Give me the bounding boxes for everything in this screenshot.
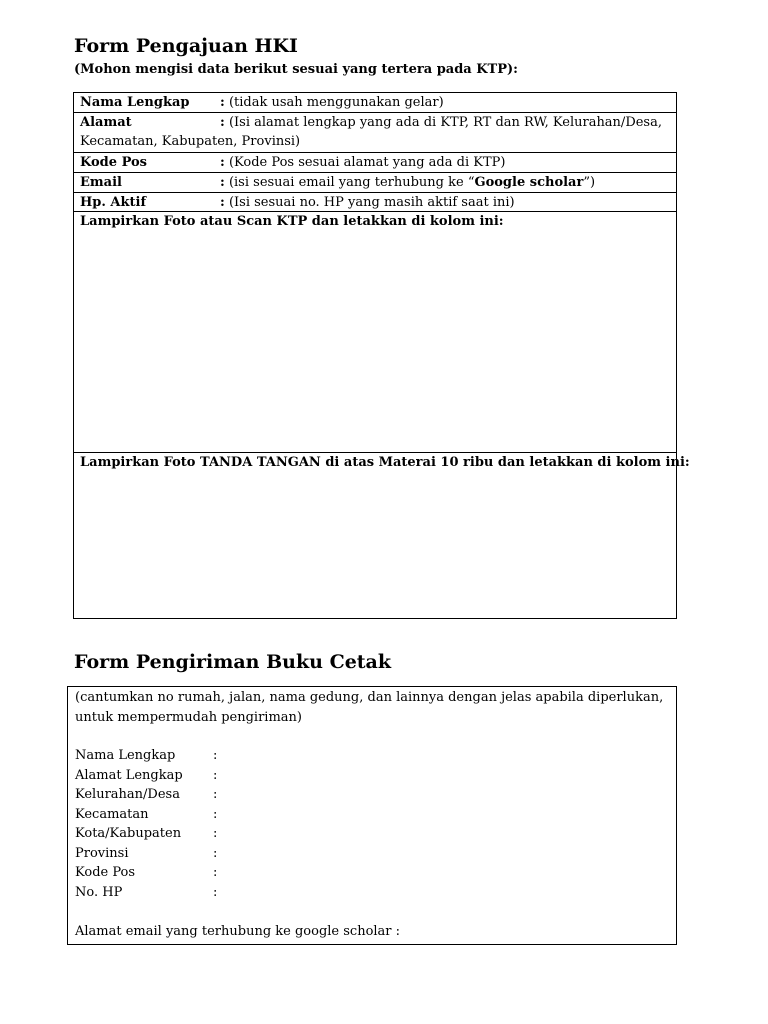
field-colon: : [213, 787, 218, 802]
value-hp-aktif[interactable] [220, 193, 668, 212]
shipping-form-title: Form Pengiriman Buku Cetak [74, 651, 392, 673]
row-kode-pos [74, 153, 676, 173]
field-colon: : [213, 884, 218, 900]
signature-upload-area[interactable] [74, 453, 690, 618]
field-label-provinsi: Provinsi [75, 845, 129, 861]
field-colon: : [213, 845, 218, 861]
value-email[interactable] [220, 173, 668, 192]
label-email: Email [80, 175, 122, 190]
hint-nama-lengkap: (tidak usah menggunakan gelar) [228, 95, 444, 110]
label-nama-lengkap: Nama Lengkap [80, 95, 190, 110]
colon: : [220, 195, 225, 210]
hint-email-suffix: ”) [583, 175, 596, 190]
value-kode-pos[interactable] [220, 153, 668, 172]
hint-email-prefix: (isi sesuai email yang terhubung ke “ [228, 175, 475, 190]
row-alamat [74, 113, 676, 153]
colon: : [220, 115, 225, 130]
value-nama-lengkap[interactable] [220, 93, 668, 112]
ktp-upload-label: Lampirkan Foto atau Scan KTP dan letakkan di kolom ini: [80, 214, 504, 229]
field-label-kode-pos: Kode Pos [75, 865, 136, 880]
field-colon: : [213, 826, 218, 841]
field-colon: : [213, 865, 218, 880]
label-hp-aktif: Hp. Aktif [80, 195, 147, 210]
colon: : [220, 175, 225, 190]
hki-form-table [73, 92, 690, 619]
hint-alamat-line1: (Isi alamat lengkap yang ada di KTP, RT dan RW, Kelurahan/Desa, [228, 115, 662, 130]
field-colon: : [213, 767, 218, 783]
ktp-upload-area[interactable] [74, 212, 676, 453]
hki-form-title: Form Pengajuan HKI [74, 35, 298, 57]
hint-hp-aktif: (Isi sesuai no. HP yang masih aktif saat ini) [228, 195, 515, 210]
hint-alamat-line2: Kecamatan, Kabupaten, Provinsi) [80, 134, 301, 149]
label-kode-pos: Kode Pos [80, 155, 147, 170]
shipping-form-box[interactable] [67, 686, 677, 945]
field-colon: : [213, 748, 218, 763]
signature-upload-label: Lampirkan Foto TANDA TANGAN di atas Materai 10 ribu dan letakkan di kolom ini: [80, 455, 690, 470]
hint-email-bold: Google scholar [474, 175, 584, 190]
colon: : [220, 95, 225, 110]
row-email [74, 173, 676, 193]
field-label-no-hp: No. HP [75, 884, 123, 900]
colon: : [220, 155, 225, 170]
row-hp-aktif [74, 193, 676, 212]
shipping-note-line1: (cantumkan no rumah, jalan, nama gedung, dan lainnya dengan jelas apabila diperlukan, [75, 690, 664, 705]
label-alamat: Alamat [80, 115, 132, 130]
field-colon: : [213, 806, 218, 822]
field-label-kota-kabupaten: Kota/Kabupaten [75, 826, 182, 841]
hki-form-subtitle: (Mohon mengisi data berikut sesuai yang tertera pada KTP): [74, 62, 518, 77]
field-label-kelurahan-desa: Kelurahan/Desa [75, 787, 180, 802]
shipping-note-line2: untuk mempermudah pengiriman) [75, 709, 302, 725]
field-label-alamat-lengkap: Alamat Lengkap [75, 767, 183, 783]
value-alamat[interactable] [220, 113, 668, 132]
field-label-nama-lengkap: Nama Lengkap [75, 748, 176, 763]
field-label-kecamatan: Kecamatan [75, 806, 149, 822]
field-label-email-google-scholar: Alamat email yang terhubung ke google scholar : [75, 924, 401, 939]
hint-kode-pos: (Kode Pos sesuai alamat yang ada di KTP) [228, 155, 506, 170]
row-nama-lengkap [74, 93, 676, 113]
